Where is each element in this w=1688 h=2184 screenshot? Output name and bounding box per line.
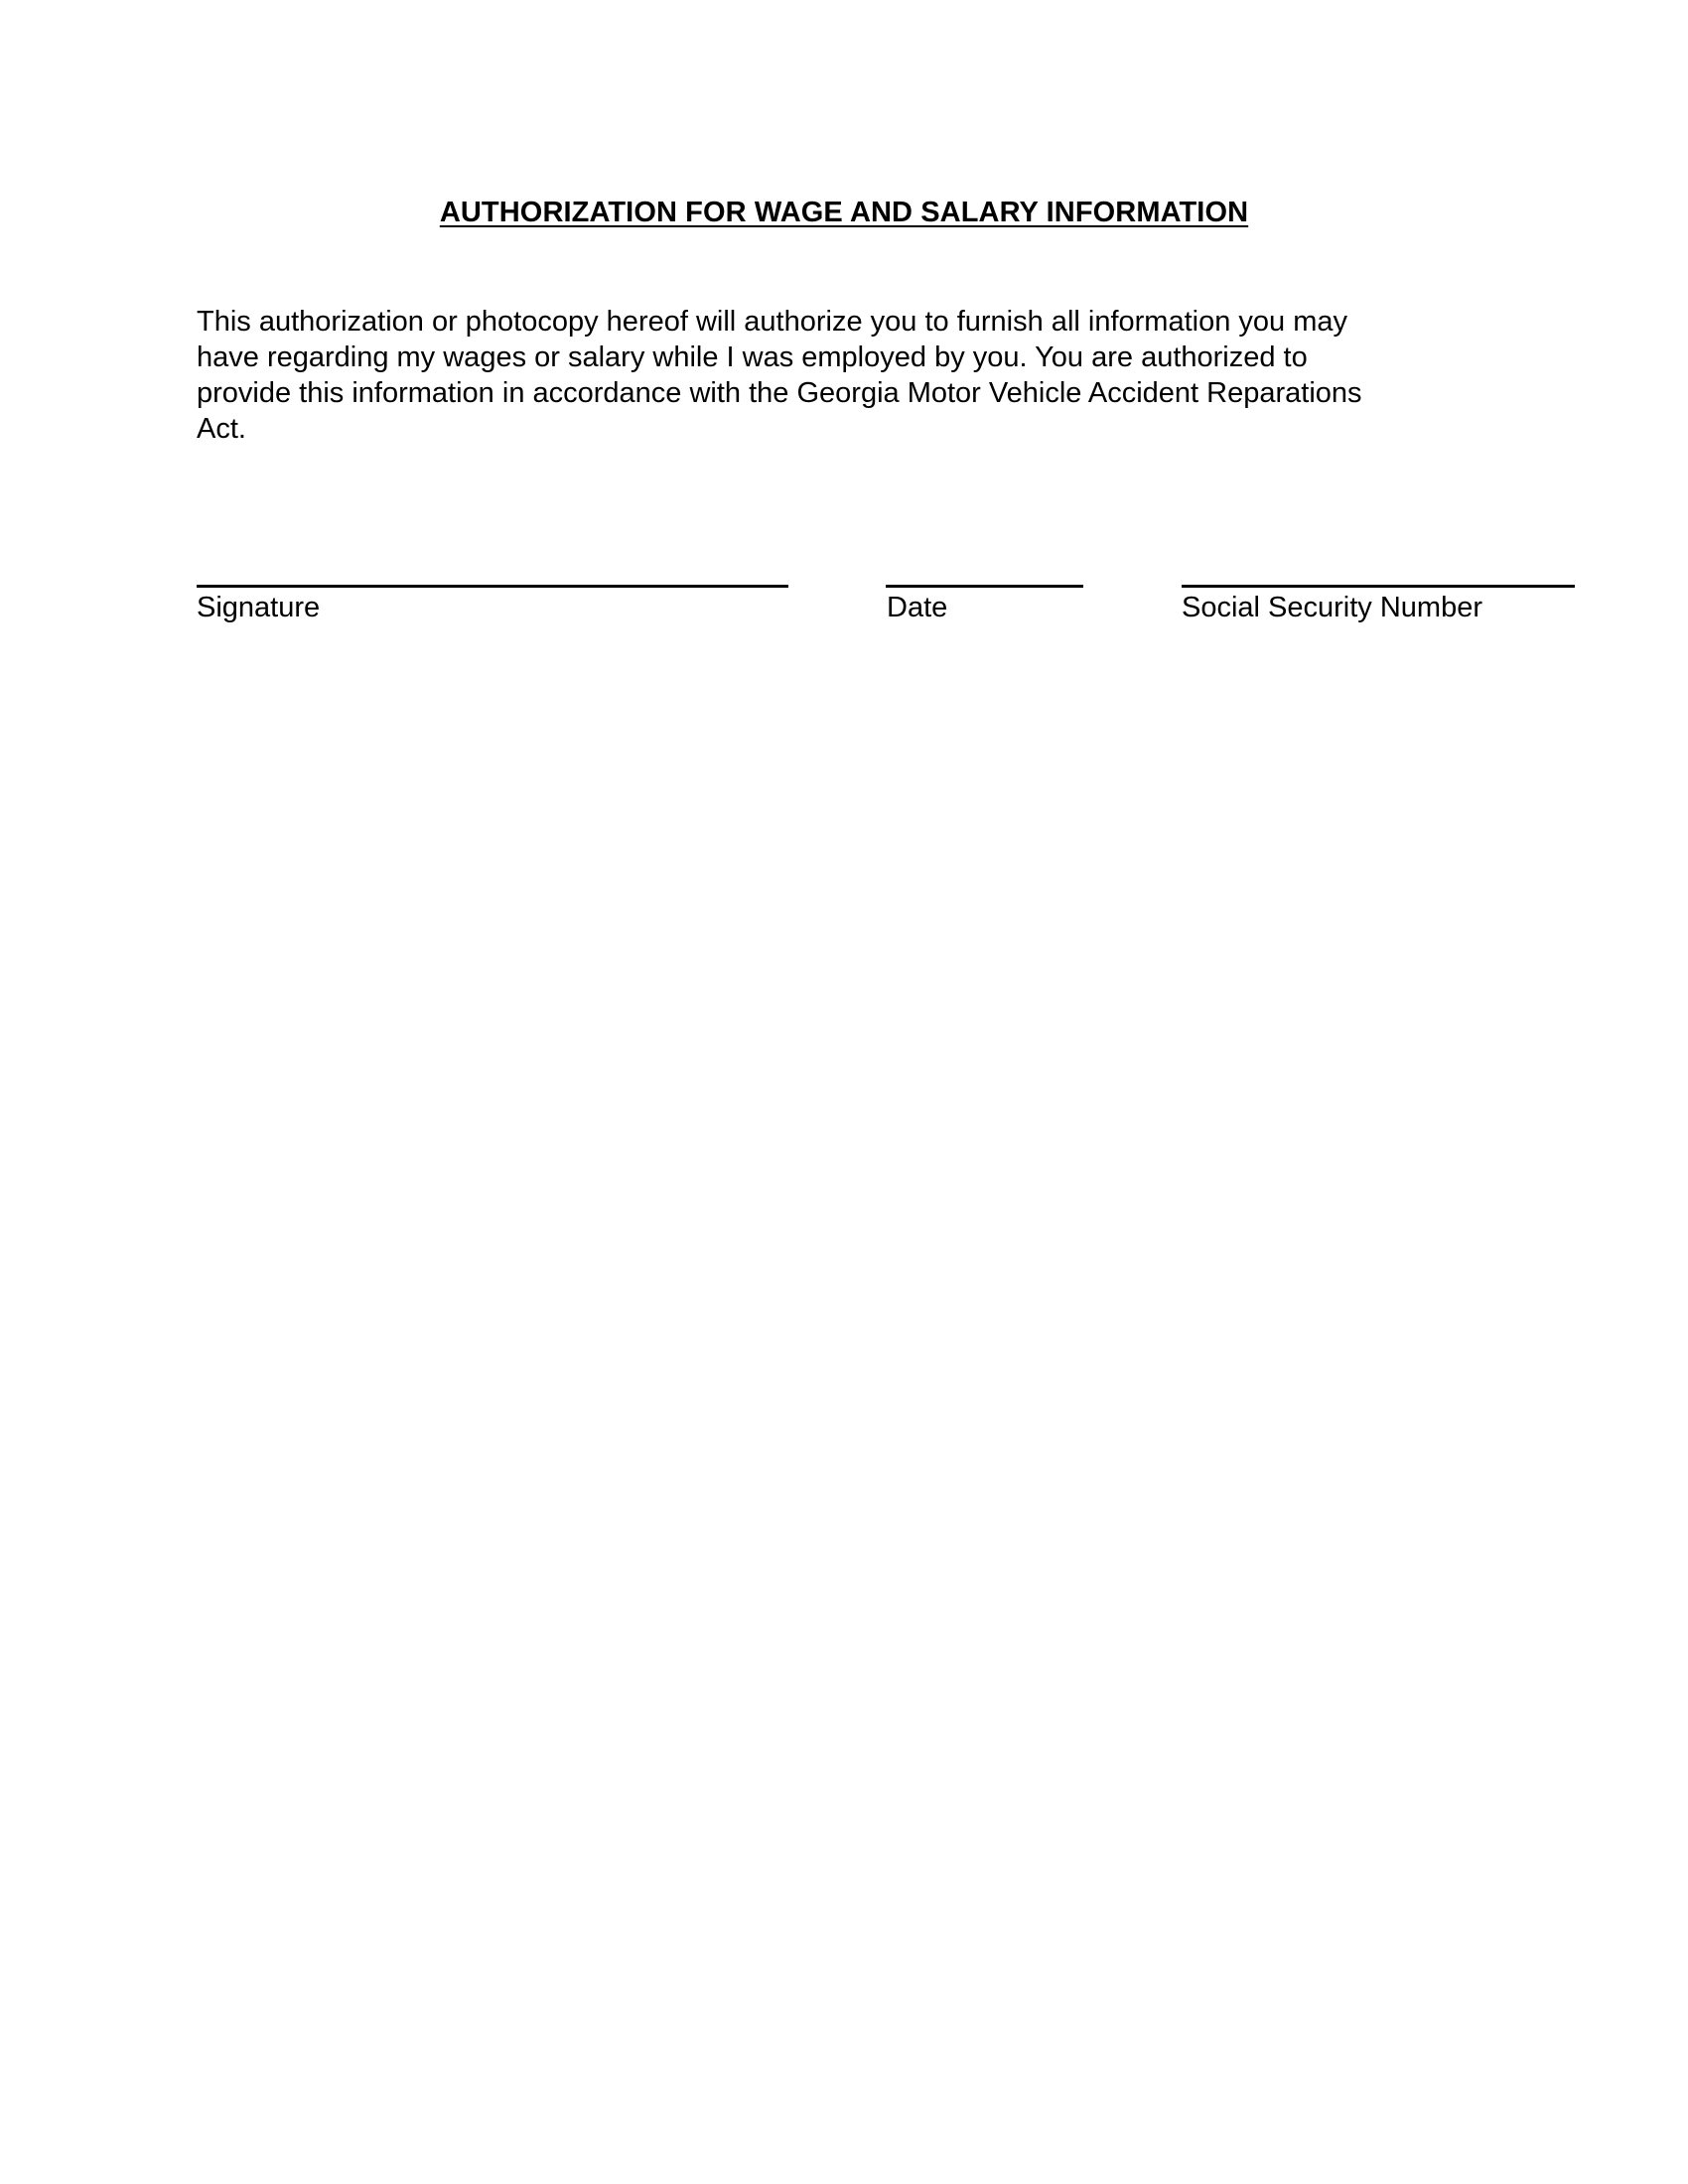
paragraph-line: have regarding my wages or salary while I was employed by you. You are authorized to bbox=[197, 341, 1308, 373]
authorization-paragraph bbox=[197, 304, 1487, 447]
signature-label: Signature bbox=[197, 592, 321, 623]
document-title: AUTHORIZATION FOR WAGE AND SALARY INFORMATION bbox=[439, 197, 1249, 228]
paragraph-line: This authorization or photocopy hereof will authorize you to furnish all information you may bbox=[197, 306, 1347, 338]
ssn-label: Social Security Number bbox=[1182, 592, 1482, 623]
date-label: Date bbox=[887, 592, 948, 623]
ssn-line[interactable] bbox=[1182, 585, 1575, 588]
paragraph-line: Act. bbox=[197, 413, 246, 445]
signature-line[interactable] bbox=[197, 585, 788, 588]
paragraph-line: provide this information in accordance with the Georgia Motor Vehicle Accident Reparations bbox=[197, 377, 1362, 409]
date-line[interactable] bbox=[886, 585, 1083, 588]
